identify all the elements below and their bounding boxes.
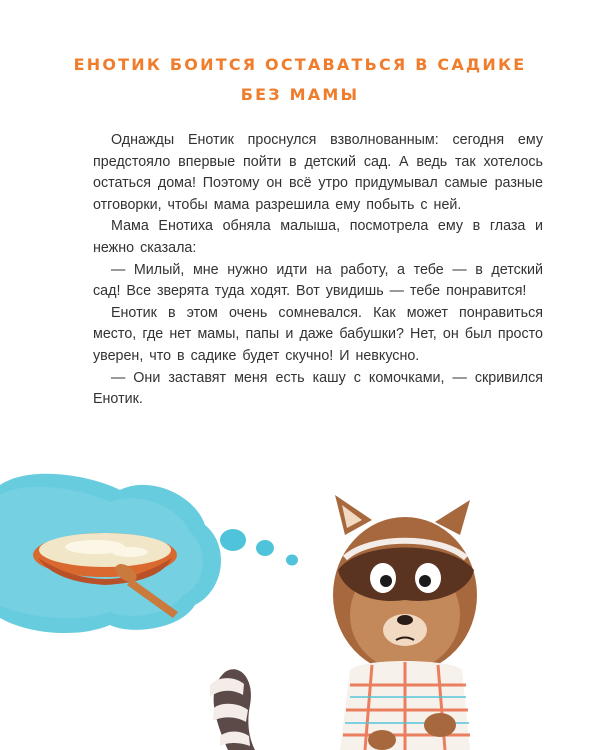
- illustration: [0, 440, 600, 750]
- paragraph: Однажды Енотик проснулся взволнованным: сегодня ему предстояло впервые пойти в детский сад. А ведь так хотелось остаться дома! Поэтому он всё утро придумывал самые разные отговорки, чтобы мама разрешила ему побыть с ней.: [93, 132, 543, 213]
- story-text: [93, 130, 543, 411]
- raccoon-icon: [333, 495, 477, 750]
- illustration-svg: [0, 440, 600, 750]
- title-line-2: БЕЗ МАМЫ: [240, 85, 360, 104]
- striped-tail-icon: [210, 669, 255, 750]
- paragraph: — Милый, мне нужно идти на работу, а тебе — в детский сад! Все зверята туда ходят. Вот увидишь — тебе понравится!: [93, 261, 543, 300]
- page-title: [0, 50, 600, 110]
- paragraph: Енотик в этом очень сомневался. Как может понравиться место, где нет мамы, папы и даже бабушки? Нет, он был просто уверен, что в садике будет скучно! И невкусно.: [93, 304, 543, 364]
- paragraph: — Они заставят меня есть кашу с комочками, — скривился Енотик.: [93, 369, 543, 408]
- title-line-1: ЕНОТИК БОИТСЯ ОСТАВАТЬСЯ В САДИКЕ: [73, 55, 527, 74]
- paragraph: Мама Енотиха обняла малыша, посмотрела ему в глаза и нежно сказала:: [93, 218, 543, 256]
